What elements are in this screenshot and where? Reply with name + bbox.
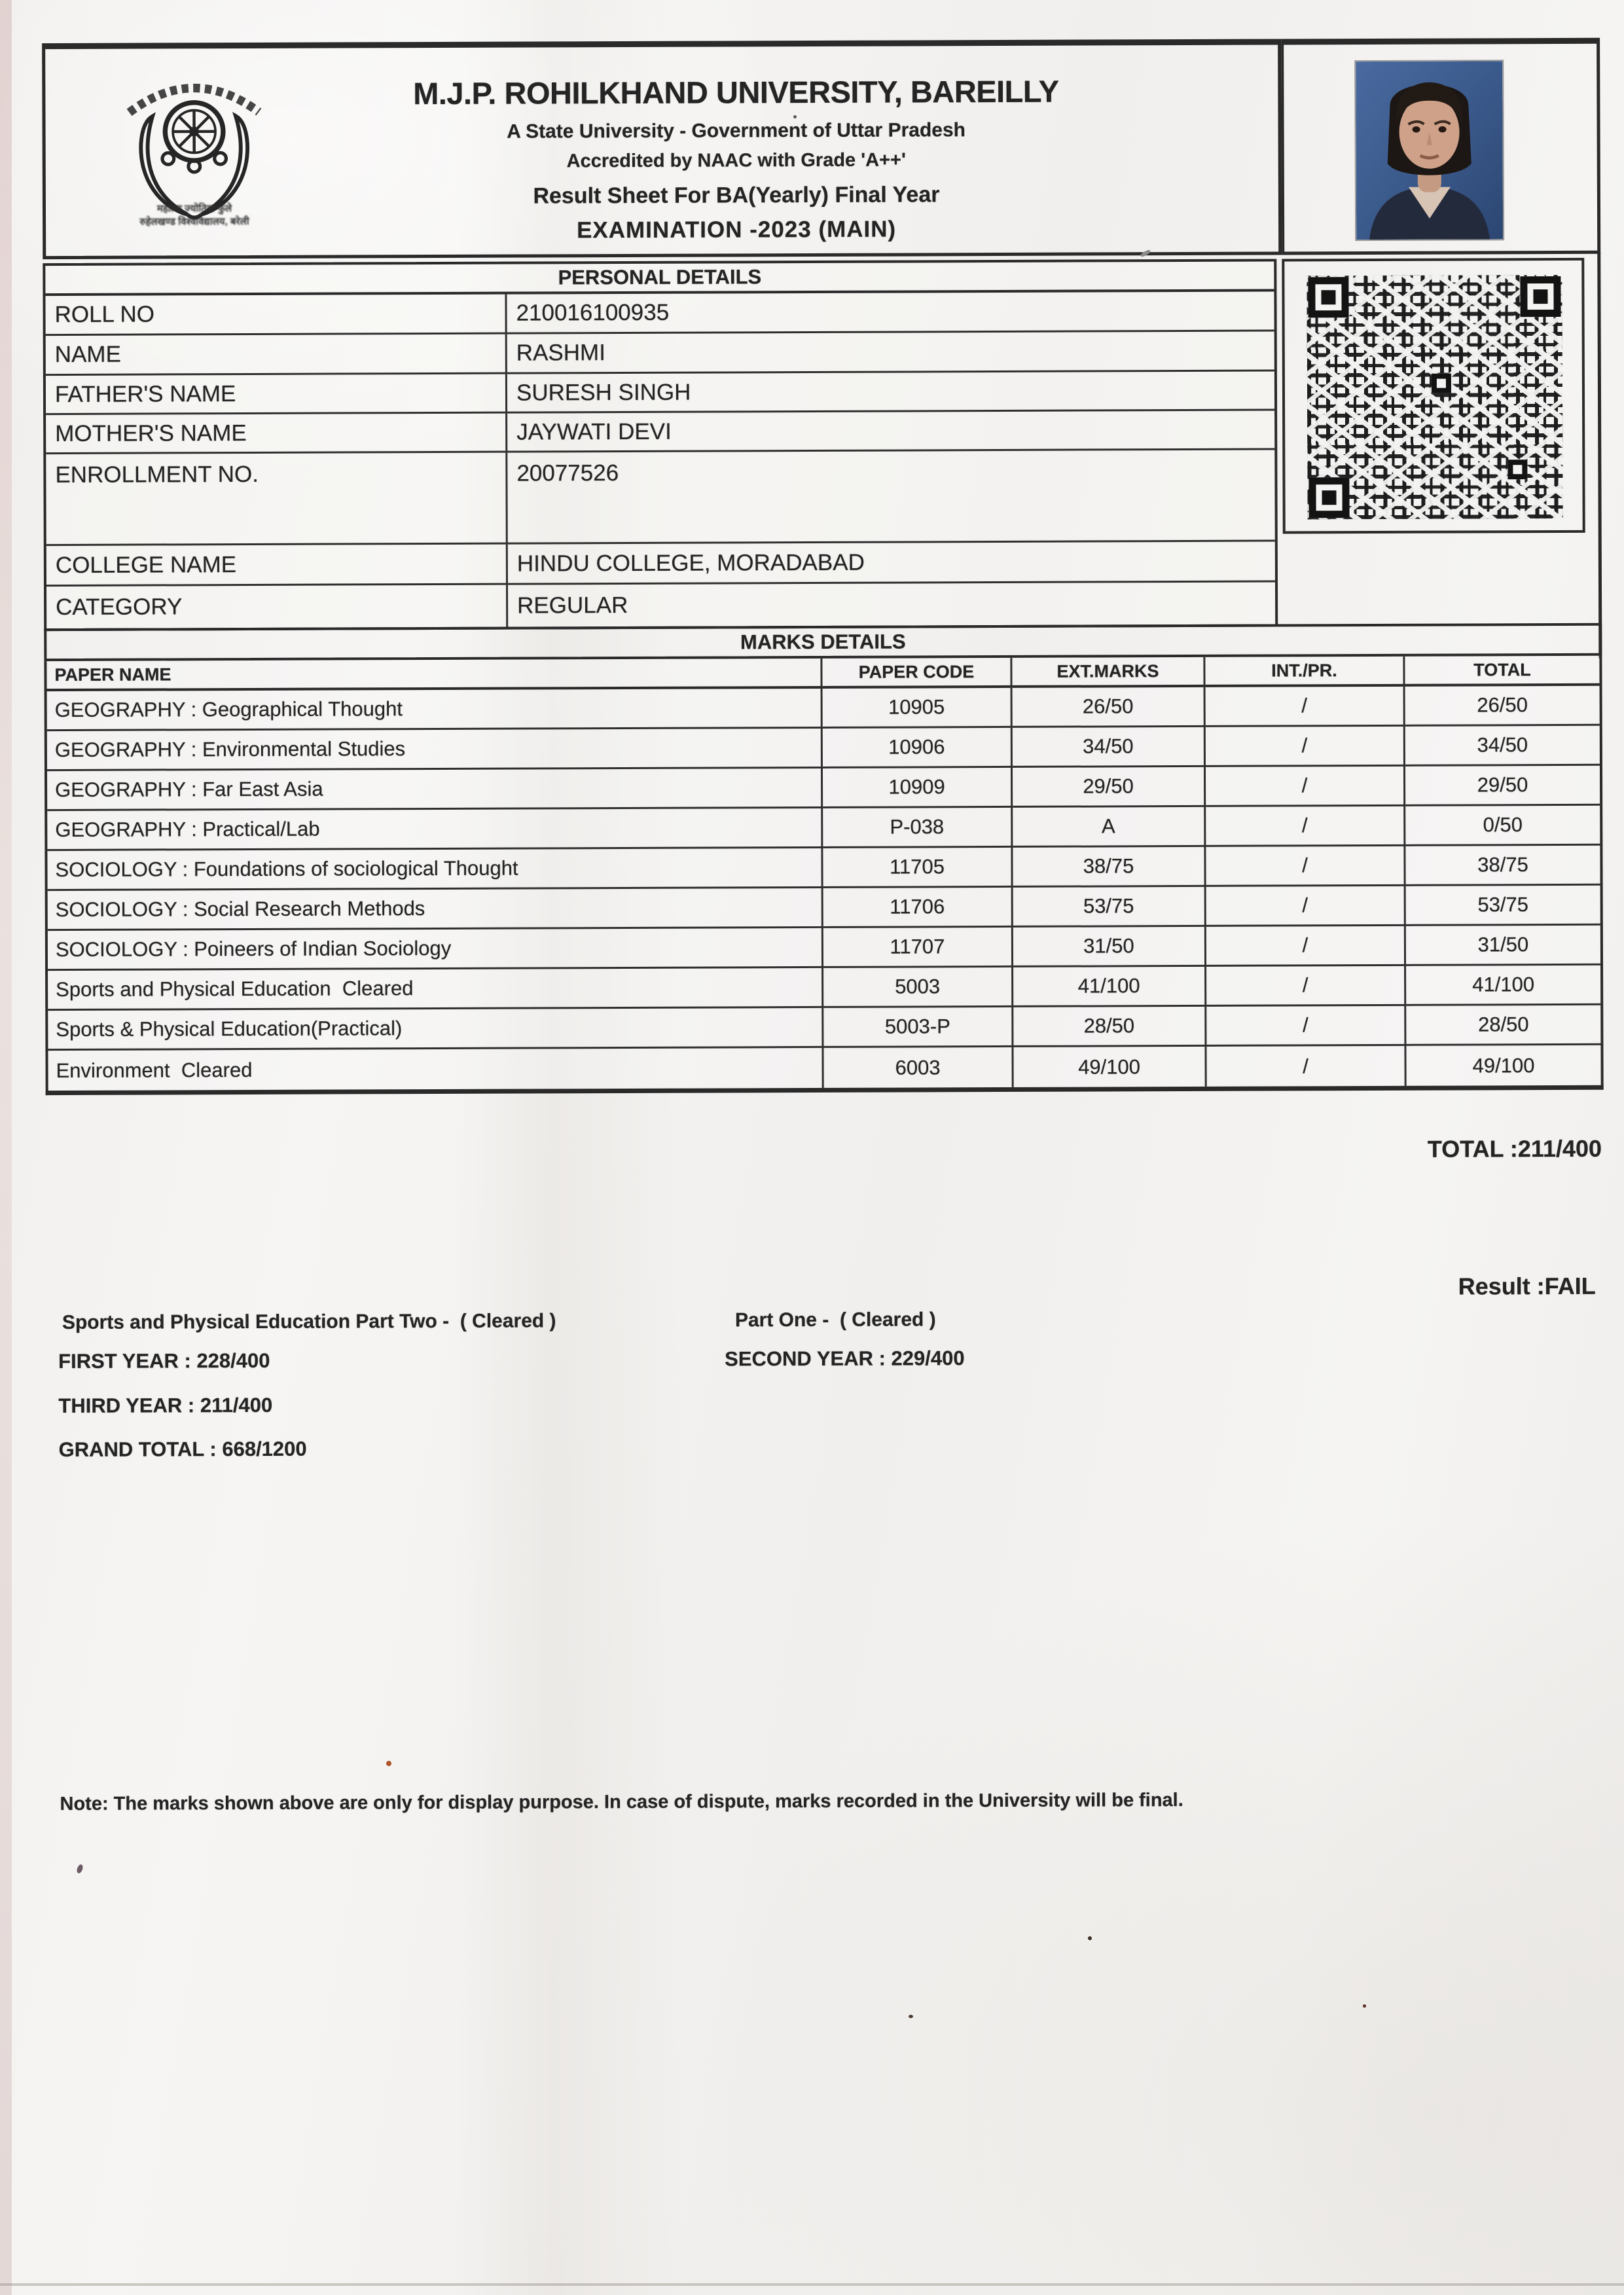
- paper-name-cell: SOCIOLOGY : Foundations of sociological Thought: [47, 848, 823, 891]
- ext-marks-cell: 41/100: [1013, 967, 1206, 1007]
- total-cell: 34/50: [1405, 726, 1600, 767]
- row-label-category: CATEGORY: [46, 585, 508, 628]
- row-value-enrollment-no: 20077526: [507, 450, 1274, 545]
- sports-part-two-status: Sports and Physical Education Part Two - ( Cleared ): [62, 1310, 556, 1334]
- ext-marks-cell: 28/50: [1013, 1007, 1206, 1047]
- paper-name-cell: GEOGRAPHY : Practical/Lab: [47, 808, 823, 851]
- row-value-roll-no: 210016100935: [507, 292, 1274, 334]
- paper-code-cell: 11705: [823, 848, 1013, 888]
- paper-code-cell: 5003-P: [823, 1007, 1013, 1048]
- accreditation-line: Accredited by NAAC with Grade 'A++': [566, 149, 906, 172]
- paper-code-cell: 10909: [823, 768, 1013, 808]
- paper-code-cell: P-038: [823, 808, 1013, 848]
- col-header-total: TOTAL: [1405, 656, 1599, 687]
- qr-finder-bottom-left: [1308, 477, 1349, 518]
- row-value-name: RASHMI: [507, 332, 1274, 374]
- int-pr-cell: /: [1206, 687, 1405, 727]
- qr-alignment-square: [1432, 374, 1451, 393]
- personal-details-heading: PERSONAL DETAILS: [45, 262, 1274, 297]
- row-label-mothers-name: MOTHER'S NAME: [46, 414, 507, 454]
- total-cell: 0/50: [1405, 806, 1600, 846]
- scan-speck: [1088, 1936, 1092, 1940]
- scan-speck: [1363, 2004, 1366, 2008]
- paper-name-cell: Sports & Physical Education(Practical): [48, 1008, 823, 1051]
- col-header-int-pr: INT./PR.: [1205, 657, 1405, 687]
- row-label-enrollment-no: ENROLLMENT NO.: [46, 453, 507, 546]
- row-label-fathers-name: FATHER'S NAME: [46, 374, 507, 415]
- paper-name-cell: SOCIOLOGY : Social Research Methods: [48, 888, 823, 931]
- ext-marks-cell: 38/75: [1013, 847, 1206, 888]
- emblem-caption-line2: रुहेलखण्ड विश्वविद्यालय, बरेली: [139, 215, 249, 228]
- university-name: M.J.P. ROHILKHAND UNIVERSITY, BAREILLY: [413, 73, 1059, 111]
- grand-total: GRAND TOTAL : 668/1200: [58, 1437, 307, 1462]
- scan-speck: [793, 115, 797, 118]
- col-header-paper-name: PAPER NAME: [46, 659, 822, 691]
- part-one-status: Part One - ( Cleared ): [734, 1309, 936, 1331]
- row-value-mothers-name: JAYWATI DEVI: [507, 411, 1274, 453]
- row-label-college-name: COLLEGE NAME: [46, 545, 508, 587]
- total-cell: 38/75: [1405, 846, 1600, 886]
- col-header-ext-marks: EXT.MARKS: [1012, 657, 1205, 688]
- student-photo-image: [1356, 61, 1503, 240]
- qr-code: [1307, 275, 1562, 519]
- outer-right-border: [1597, 253, 1602, 659]
- paper-name-cell: GEOGRAPHY : Geographical Thought: [47, 689, 823, 731]
- int-pr-cell: /: [1206, 926, 1406, 967]
- paper-name-cell: GEOGRAPHY : Environmental Studies: [47, 729, 823, 771]
- int-pr-cell: /: [1206, 1046, 1406, 1087]
- row-label-roll-no: ROLL NO: [45, 295, 507, 336]
- int-pr-cell: /: [1206, 727, 1405, 767]
- paper-code-cell: 11706: [823, 888, 1013, 928]
- row-value-college-name: HINDU COLLEGE, MORADABAD: [508, 542, 1275, 585]
- marks-table: [44, 656, 1603, 1095]
- qr-alignment-square: [1507, 460, 1527, 479]
- header-titles: [261, 45, 1210, 244]
- ext-marks-cell: 29/50: [1013, 767, 1206, 808]
- university-subtitle: A State University - Government of Uttar Pradesh: [507, 119, 965, 143]
- first-year-total: FIRST YEAR : 228/400: [58, 1348, 270, 1373]
- sheet-title: Result Sheet For BA(Yearly) Final Year: [533, 182, 940, 209]
- row-value-category: REGULAR: [517, 592, 628, 619]
- paper-name-cell: GEOGRAPHY : Far East Asia: [47, 768, 823, 811]
- int-pr-cell: /: [1206, 767, 1405, 807]
- total-cell: 26/50: [1405, 686, 1600, 727]
- marks-total: TOTAL :211/400: [1427, 1134, 1602, 1163]
- paper-name-cell: Sports and Physical Education Cleared: [48, 968, 823, 1011]
- marks-details-heading: MARKS DETAILS: [44, 623, 1602, 661]
- paper-code-cell: 10906: [823, 728, 1013, 768]
- paper-code-cell: 6003: [823, 1047, 1013, 1088]
- row-value-fathers-name: SURESH SINGH: [507, 372, 1274, 414]
- paper-name-cell: SOCIOLOGY : Poineers of Indian Sociology: [48, 928, 823, 971]
- exam-title: EXAMINATION -2023 (MAIN): [576, 216, 897, 244]
- scan-speck: [909, 2015, 913, 2018]
- int-pr-cell: /: [1206, 806, 1405, 847]
- scanner-edge-strip: [0, 0, 12, 2295]
- total-cell: 31/50: [1406, 926, 1600, 966]
- third-year-total: THIRD YEAR : 211/400: [58, 1393, 273, 1418]
- scanner-bottom-line: [0, 2283, 1624, 2286]
- ext-marks-cell: A: [1013, 807, 1206, 848]
- paper-code-cell: 11707: [823, 928, 1013, 968]
- ext-marks-cell: 31/50: [1013, 927, 1206, 967]
- disclaimer-note: Note: The marks shown above are only for display purpose. In case of dispute, marks recorded in the University will be final.: [60, 1790, 1183, 1815]
- col-header-paper-code: PAPER CODE: [822, 658, 1012, 689]
- total-cell: 53/75: [1406, 886, 1600, 926]
- int-pr-cell: /: [1206, 1006, 1406, 1047]
- header-box: [42, 39, 1282, 259]
- scan-speck: [386, 1761, 391, 1766]
- int-pr-cell: /: [1206, 846, 1405, 887]
- emblem-caption-line1: महात्मा ज्योतिबा फुले: [156, 203, 232, 215]
- second-year-total: SECOND YEAR : 229/400: [725, 1346, 965, 1371]
- student-photo: [1354, 60, 1504, 241]
- qr-finder-top-left: [1308, 277, 1348, 317]
- result-status: Result :FAIL: [1458, 1272, 1596, 1300]
- paper-code-cell: 5003: [823, 967, 1013, 1008]
- total-cell: 28/50: [1406, 1005, 1600, 1046]
- int-pr-cell: /: [1206, 966, 1406, 1007]
- qr-finder-top-right: [1520, 276, 1561, 317]
- ext-marks-cell: 26/50: [1013, 687, 1206, 728]
- paper-code-cell: 10905: [823, 688, 1013, 729]
- ext-marks-cell: 34/50: [1013, 727, 1206, 768]
- qr-code-box: [1282, 258, 1585, 534]
- total-cell: 49/100: [1472, 1053, 1535, 1077]
- total-cell: 41/100: [1406, 966, 1600, 1006]
- ext-marks-cell: 49/100: [1013, 1047, 1206, 1087]
- int-pr-cell: /: [1206, 886, 1406, 927]
- photo-box: [1281, 38, 1600, 255]
- personal-details-table: [43, 259, 1278, 632]
- total-cell: 29/50: [1405, 766, 1600, 806]
- ext-marks-cell: 53/75: [1013, 887, 1206, 928]
- paper-name-cell: Environment Cleared: [48, 1048, 823, 1091]
- row-label-name: NAME: [46, 334, 507, 376]
